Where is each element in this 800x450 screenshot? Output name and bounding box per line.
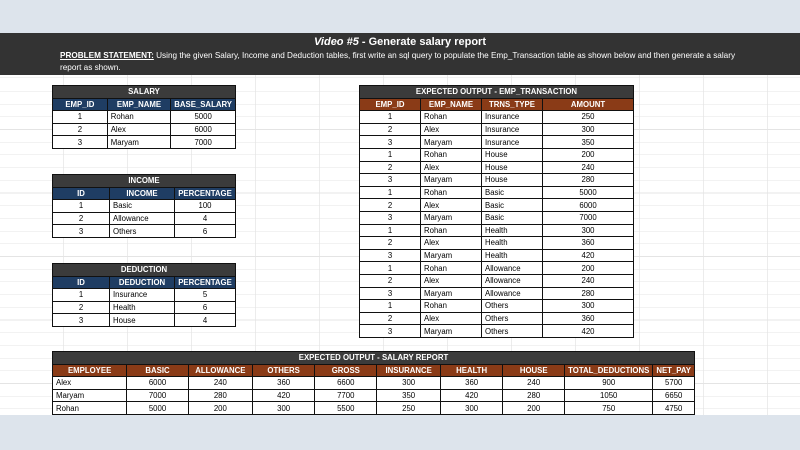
table-cell: 3 [53,136,108,149]
table-cell: Alex [421,312,482,325]
table-cell: Health [482,224,543,237]
table-cell: 1 [360,148,421,161]
table-cell: Maryam [421,174,482,187]
table-row [360,287,634,300]
table-cell: Alex [107,123,171,136]
table-cell: 6650 [653,389,695,402]
table-row [360,300,634,313]
page-title [0,36,800,48]
table-caption: EXPECTED OUTPUT - EMP_TRANSACTION [360,86,634,99]
table-cell: 1 [360,111,421,124]
column-header: AMOUNT [543,98,634,111]
table-cell: 2 [360,199,421,212]
column-header: EMPLOYEE [53,364,127,377]
table-cell: Basic [482,211,543,224]
table-cell: Rohan [421,186,482,199]
table-cell: 2 [53,123,108,136]
table-cell: Health [110,301,175,314]
column-header: PERCENTAGE [175,187,236,200]
table-cell: 5000 [543,186,634,199]
table-row [360,224,634,237]
income-table [52,174,236,238]
table-cell: 3 [360,249,421,262]
table-cell: Allowance [482,274,543,287]
table-cell: 7000 [171,136,236,149]
table-cell: 240 [543,161,634,174]
table-cell: House [482,148,543,161]
table-row [360,249,634,262]
table-cell: House [482,174,543,187]
column-header: TOTAL_DEDUCTIONS [565,364,653,377]
table-cell: 1 [360,262,421,275]
table-cell: 360 [543,312,634,325]
table-cell: 200 [188,402,252,415]
table-cell: Rohan [421,148,482,161]
table-cell: 360 [252,377,314,390]
table-cell: Insurance [482,136,543,149]
column-header: EMP_ID [360,98,421,111]
table-cell: 5000 [171,111,236,124]
emp-transaction-table [359,85,634,338]
table-row [360,325,634,338]
table-cell: Maryam [107,136,171,149]
table-cell: Allowance [110,212,175,225]
column-header: EMP_NAME [421,98,482,111]
table-cell: Rohan [421,224,482,237]
table-cell: 7000 [543,211,634,224]
column-header: DEDUCTION [110,276,175,289]
table-cell: Health [482,237,543,250]
table-cell: Basic [110,200,175,213]
table-cell: 3 [360,174,421,187]
table-cell: Maryam [421,136,482,149]
table-cell: 250 [377,402,441,415]
table-cell: 6000 [543,199,634,212]
table-cell: 300 [441,402,503,415]
table-cell: 1 [53,111,108,124]
table-cell: Others [482,312,543,325]
column-header: INSURANCE [377,364,441,377]
table-row [53,402,695,415]
table-row [360,123,634,136]
table-cell: 4750 [653,402,695,415]
table-cell: 5500 [315,402,377,415]
table-cell: Alex [421,274,482,287]
table-cell: Rohan [53,402,127,415]
table-cell: 7700 [315,389,377,402]
column-header: EMP_ID [53,98,108,111]
table-cell: 420 [441,389,503,402]
table-cell: Alex [421,199,482,212]
table-row [53,389,695,402]
table-row [53,136,236,149]
table-cell: 350 [377,389,441,402]
table-cell: 1 [53,289,110,302]
video-number: Video #5 [313,36,359,48]
table-row [360,186,634,199]
table-row [360,237,634,250]
table-cell: Insurance [482,111,543,124]
table-cell: 6000 [127,377,189,390]
table-caption: SALARY [53,86,236,99]
column-header: ID [53,187,110,200]
table-cell: 3 [360,325,421,338]
column-header: OTHERS [252,364,314,377]
table-cell: 200 [543,262,634,275]
table-cell: 2 [360,274,421,287]
table-cell: 240 [543,274,634,287]
table-cell: 3 [53,314,110,327]
table-row [360,111,634,124]
table-cell: Rohan [421,262,482,275]
table-cell: Others [110,225,175,238]
table-cell: 300 [543,224,634,237]
table-row [360,161,634,174]
table-row [53,377,695,390]
table-cell: 3 [360,136,421,149]
table-cell: 360 [543,237,634,250]
table-cell: 280 [503,389,565,402]
table-cell: Others [482,325,543,338]
table-cell: 350 [543,136,634,149]
table-row [53,111,236,124]
table-cell: Health [482,249,543,262]
table-row [53,225,236,238]
table-cell: 420 [543,249,634,262]
table-cell: Maryam [53,389,127,402]
table-row [53,212,236,225]
table-cell: 6 [175,225,236,238]
table-row [360,211,634,224]
table-cell: 2 [53,212,110,225]
table-cell: 900 [565,377,653,390]
table-cell: Allowance [482,262,543,275]
column-header: EMP_NAME [107,98,171,111]
table-row [53,200,236,213]
table-cell: Allowance [482,287,543,300]
table-cell: 2 [360,161,421,174]
table-cell: 1 [360,224,421,237]
table-cell: Others [482,300,543,313]
table-cell: Rohan [421,111,482,124]
table-row [360,312,634,325]
table-cell: Maryam [421,287,482,300]
table-row [53,289,236,302]
table-cell: 200 [503,402,565,415]
table-cell: 1 [360,186,421,199]
table-cell: 2 [53,301,110,314]
table-cell: 250 [543,111,634,124]
table-cell: 300 [543,123,634,136]
table-cell: Basic [482,199,543,212]
table-cell: House [482,161,543,174]
table-cell: 4 [175,314,236,327]
table-cell: 2 [360,237,421,250]
table-cell: 420 [543,325,634,338]
column-header: NET_PAY [653,364,695,377]
table-caption: DEDUCTION [53,264,236,277]
table-cell: House [110,314,175,327]
table-cell: 100 [175,200,236,213]
table-cell: 200 [543,148,634,161]
table-cell: 300 [543,300,634,313]
table-row [360,274,634,287]
table-row [53,123,236,136]
table-cell: Maryam [421,211,482,224]
table-cell: 6600 [315,377,377,390]
table-cell: 5 [175,289,236,302]
table-cell: 300 [252,402,314,415]
table-cell: 280 [543,287,634,300]
table-cell: 1 [53,200,110,213]
table-cell: Maryam [421,249,482,262]
table-cell: 5000 [127,402,189,415]
table-cell: 750 [565,402,653,415]
table-cell: 1050 [565,389,653,402]
table-cell: 1 [360,300,421,313]
table-cell: Alex [53,377,127,390]
column-header: PERCENTAGE [175,276,236,289]
table-cell: 280 [188,389,252,402]
column-header: ALLOWANCE [188,364,252,377]
table-cell: Alex [421,161,482,174]
table-cell: 6000 [171,123,236,136]
table-caption: INCOME [53,175,236,188]
table-cell: 420 [252,389,314,402]
table-cell: 240 [503,377,565,390]
deduction-table [52,263,236,327]
problem-statement [60,50,750,74]
table-row [360,262,634,275]
title-text: - Generate salary report [358,36,486,48]
table-cell: 7000 [127,389,189,402]
table-cell: Basic [482,186,543,199]
table-cell: Rohan [421,300,482,313]
table-cell: 2 [360,123,421,136]
table-cell: 3 [360,287,421,300]
column-header: BASE_SALARY [171,98,236,111]
table-cell: 280 [543,174,634,187]
table-cell: Insurance [482,123,543,136]
table-cell: 3 [360,211,421,224]
column-header: INCOME [110,187,175,200]
problem-text: Using the given Salary, Income and Deduction tables, first write an sql query to populate the Emp_Transaction table as shown below and then generate a salary report as shown. [60,51,736,72]
table-cell: Insurance [110,289,175,302]
table-row [360,199,634,212]
table-cell: Alex [421,237,482,250]
table-caption: EXPECTED OUTPUT - SALARY REPORT [53,352,695,365]
table-cell: Alex [421,123,482,136]
table-cell: Maryam [421,325,482,338]
table-cell: 6 [175,301,236,314]
column-header: HEALTH [441,364,503,377]
table-row [360,136,634,149]
table-cell: 2 [360,312,421,325]
column-header: HOUSE [503,364,565,377]
column-header: ID [53,276,110,289]
table-cell: 3 [53,225,110,238]
column-header: BASIC [127,364,189,377]
table-cell: 300 [377,377,441,390]
column-header: GROSS [315,364,377,377]
salary-report-table [52,351,695,415]
table-cell: Rohan [107,111,171,124]
table-cell: 5700 [653,377,695,390]
problem-label: PROBLEM STATEMENT: [60,51,154,60]
salary-table [52,85,236,149]
table-row [53,301,236,314]
table-cell: 4 [175,212,236,225]
table-row [53,314,236,327]
problem-banner [0,33,800,75]
table-cell: 360 [441,377,503,390]
table-cell: 240 [188,377,252,390]
table-row [360,148,634,161]
column-header: TRNS_TYPE [482,98,543,111]
table-row [360,174,634,187]
